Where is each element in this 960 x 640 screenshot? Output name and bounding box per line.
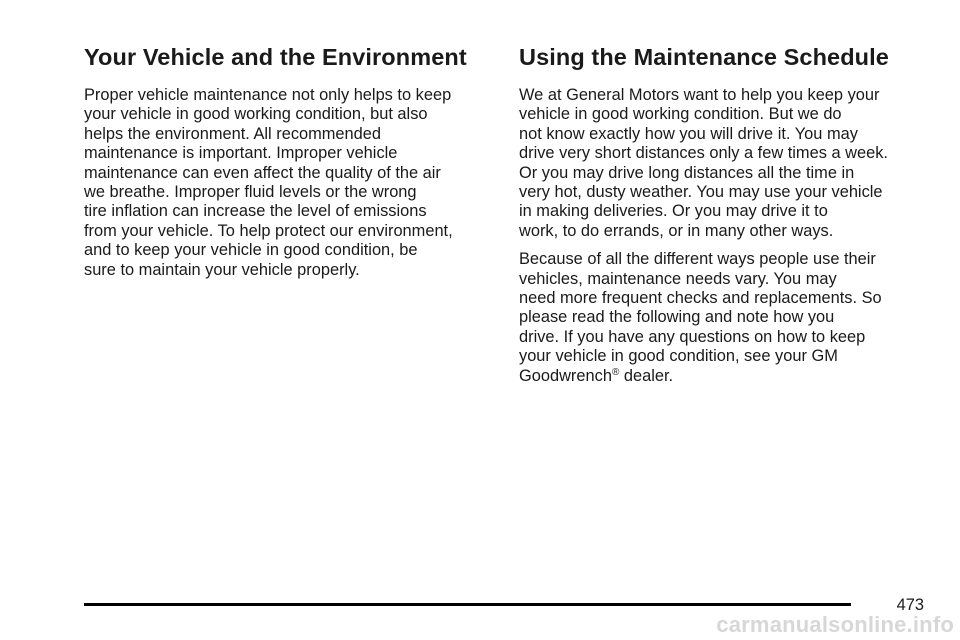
paragraph-line: maintenance can even affect the quality of the air: [84, 163, 441, 182]
paragraph-line: helps the environment. All recommended: [84, 124, 382, 143]
maintenance-paragraph-2: [519, 250, 931, 386]
paragraph-line: vehicles, maintenance needs vary. You may: [519, 269, 837, 288]
paragraph-line: drive. If you have any questions on how to keep: [519, 327, 866, 346]
brand-name: Goodwrench: [519, 366, 612, 385]
paragraph-line: work, to do errands, or in many other ways.: [519, 221, 834, 240]
registered-trademark-mark: ®: [611, 366, 620, 378]
paragraph-line: need more frequent checks and replacements. So: [519, 289, 882, 308]
paragraph-line: sure to maintain your vehicle properly.: [84, 260, 360, 279]
paragraph-line: Proper vehicle maintenance not only helps to keep: [84, 86, 452, 104]
paragraph-line: vehicle in good working condition. But we do: [519, 105, 842, 124]
paragraph-line: Or you may drive long distances all the time in: [519, 163, 855, 182]
section-heading-maintenance-schedule: Using the Maintenance Schedule: [519, 44, 889, 70]
left-column: [84, 42, 504, 289]
paragraph-line: from your vehicle. To help protect our environment,: [84, 221, 453, 240]
paragraph-line: your vehicle in good working condition, but also: [84, 105, 428, 124]
paragraph-line: We at General Motors want to help you keep your: [519, 86, 880, 104]
paragraph-line: we breathe. Improper fluid levels or the wrong: [84, 183, 417, 202]
section-heading-environment: Your Vehicle and the Environment: [84, 44, 467, 70]
paragraph-line: please read the following and note how you: [519, 308, 835, 327]
paragraph-line: your vehicle in good condition, see your GM: [519, 347, 838, 366]
environment-paragraph: [84, 86, 504, 280]
paragraph-ending: dealer.: [623, 366, 674, 385]
paragraph-line: not know exactly how you will drive it. You may: [519, 124, 858, 143]
right-column: [519, 42, 931, 395]
paragraph-line: very hot, dusty weather. You may use your vehicle: [519, 183, 883, 202]
paragraph-line: drive very short distances only a few times a week.: [519, 144, 888, 163]
paragraph-line: maintenance is important. Improper vehicle: [84, 144, 398, 163]
paragraph-line: Because of all the different ways people use their: [519, 250, 876, 269]
footer-divider: [84, 603, 851, 606]
paragraph-last-line: [519, 367, 931, 386]
paragraph-line: and to keep your vehicle in good condition, be: [84, 241, 418, 260]
maintenance-paragraph-1: [519, 86, 931, 241]
page-number: 473: [896, 596, 924, 614]
paragraph-line: tire inflation can increase the level of emissions: [84, 202, 427, 221]
paragraph-line: in making deliveries. Or you may drive it to: [519, 202, 828, 221]
watermark: carmanualsonline.info: [716, 612, 954, 637]
